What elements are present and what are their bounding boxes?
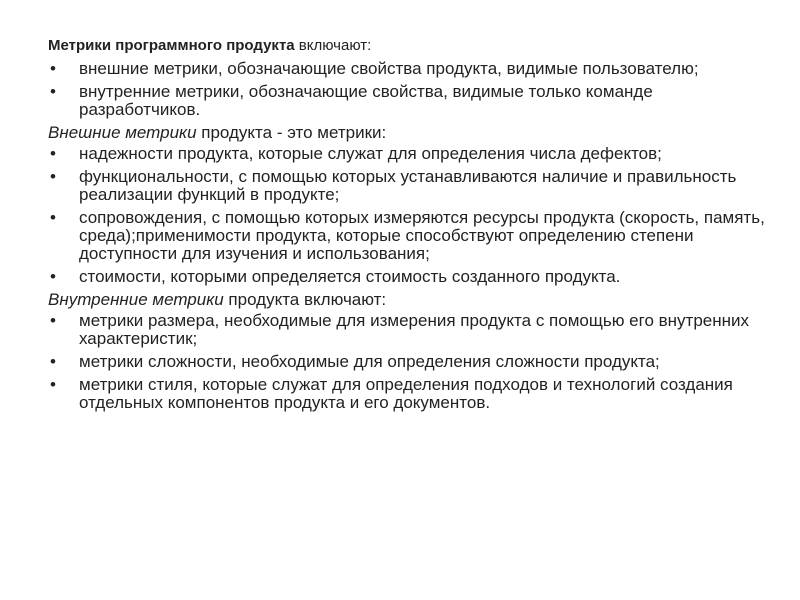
bullet-icon: • [50, 267, 56, 286]
list-item [48, 168, 768, 204]
internal-metrics-heading [48, 291, 768, 309]
list-item-text: стоимости, которыми определяется стоимость созданного продукта. [79, 267, 621, 286]
list-item [48, 145, 768, 163]
list-item-text: метрики стиля, которые служат для определения подходов и технологий создания отдельных компонентов продукта и его документов. [79, 375, 733, 412]
intro-rest-text: включают: [294, 37, 372, 54]
intro-bold-text: Метрики программного продукта [48, 37, 295, 54]
internal-metrics-italic: Внутренние метрики [48, 290, 224, 309]
list-item-text: сопровождения, с помощью которых измеряются ресурсы продукта (скорость, память, среда);применимости продукта, которые способствуют определению степени доступности для изучения и использования; [79, 208, 765, 263]
external-metrics-heading [48, 124, 768, 142]
list-item [48, 312, 768, 348]
bullet-icon: • [50, 82, 56, 101]
list-item [48, 353, 768, 371]
bullet-icon: • [50, 375, 56, 394]
slide-content [48, 36, 768, 417]
list-item [48, 376, 768, 412]
list-item [48, 268, 768, 286]
list-item-text: метрики размера, необходимые для измерения продукта с помощью его внутренних характеристик; [79, 311, 750, 348]
bullet-icon: • [50, 311, 56, 330]
list-item-text: метрики сложности, необходимые для определения сложности продукта; [79, 352, 660, 371]
metrics-types-list [48, 60, 768, 119]
intro-line [48, 36, 768, 56]
internal-metrics-rest: продукта включают: [223, 290, 387, 309]
list-item [48, 209, 768, 263]
bullet-icon: • [50, 59, 56, 78]
bullet-icon: • [50, 352, 56, 371]
list-item-text: внутренние метрики, обозначающие свойства, видимые только команде разработчиков. [79, 82, 653, 119]
list-item [48, 60, 768, 78]
list-item [48, 83, 768, 119]
bullet-icon: • [50, 208, 56, 227]
list-item-text: функциональности, с помощью которых устанавливаются наличие и правильность реализации функций в продукте; [79, 167, 737, 204]
list-item-text: внешние метрики, обозначающие свойства продукта, видимые пользователю; [79, 59, 699, 78]
bullet-icon: • [50, 167, 56, 186]
list-item-text: надежности продукта, которые служат для определения числа дефектов; [79, 144, 662, 163]
external-metrics-rest: продукта - это метрики: [196, 123, 387, 142]
internal-metrics-list [48, 312, 768, 412]
external-metrics-italic: Внешние метрики [48, 123, 197, 142]
external-metrics-list [48, 145, 768, 286]
bullet-icon: • [50, 144, 56, 163]
